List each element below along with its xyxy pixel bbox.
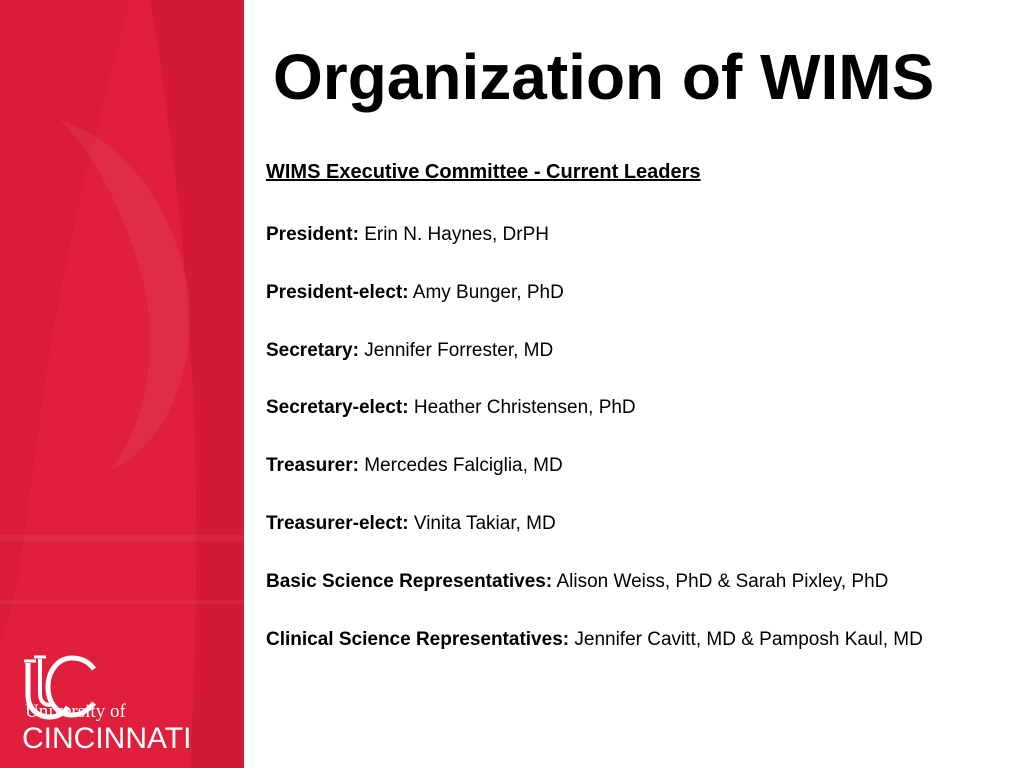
role-label: Secretary: [266, 339, 359, 361]
roster-item-president [266, 222, 923, 280]
roster-item-secretary-elect [266, 395, 923, 453]
member-name: Amy Bunger, PhD [412, 281, 564, 303]
committee-heading: WIMS Executive Committee - Current Leaders [266, 161, 701, 183]
roster-item-clinical-science [266, 627, 923, 685]
university-logo [22, 655, 227, 755]
logo-university-of: University of [25, 701, 126, 722]
logo-cincinnati: CINCINNATI [22, 722, 192, 755]
role-label: President: [266, 224, 359, 245]
member-name: Alison Weiss, PhD & Sarah Pixley, PhD [556, 570, 889, 592]
roster-item-treasurer-elect [266, 511, 923, 569]
role-label: Treasurer: [266, 455, 359, 477]
roster-item-president-elect [266, 280, 923, 338]
member-name: Erin N. Haynes, DrPH [364, 224, 549, 245]
decorative-stripes [0, 0, 244, 768]
member-name: Mercedes Falciglia, MD [364, 455, 563, 477]
roster-item-secretary [266, 338, 923, 396]
committee-roster [266, 222, 923, 684]
role-label: President-elect: [266, 281, 409, 303]
slide-title: Organization of WIMS [273, 41, 935, 113]
member-name: Jennifer Cavitt, MD & Pamposh Kaul, MD [574, 628, 923, 650]
role-label: Basic Science Representatives: [266, 570, 553, 592]
roster-item-treasurer [266, 453, 923, 511]
role-label: Secretary-elect: [266, 397, 409, 419]
role-label: Treasurer-elect: [266, 512, 409, 534]
member-name: Vinita Takiar, MD [413, 512, 556, 534]
member-name: Heather Christensen, PhD [413, 397, 636, 419]
member-name: Jennifer Forrester, MD [364, 339, 554, 361]
roster-item-basic-science [266, 569, 923, 627]
red-side-band [0, 0, 244, 768]
role-label: Clinical Science Representatives: [266, 628, 570, 650]
